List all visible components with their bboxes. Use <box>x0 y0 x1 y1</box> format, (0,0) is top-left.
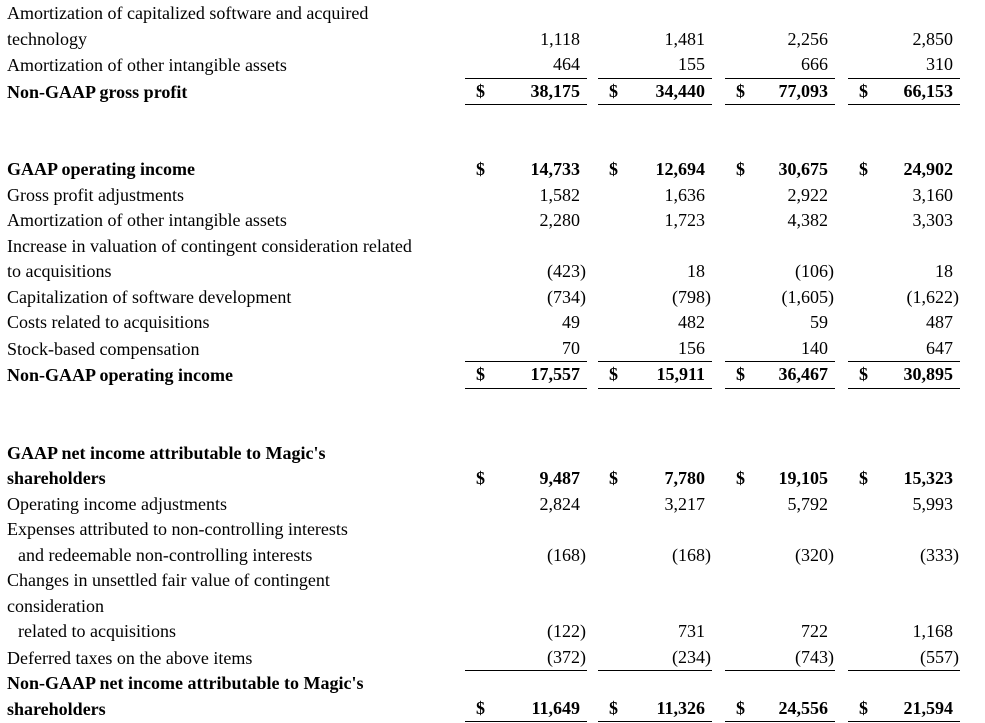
cell-value: 1,118 <box>540 28 580 49</box>
dollar-sign: $ <box>609 80 618 101</box>
value-cell <box>465 157 587 183</box>
cell-value: (333) <box>920 544 959 565</box>
cell-value: 30,675 <box>778 159 828 179</box>
dollar-sign: $ <box>609 697 618 718</box>
cell-value: 19,105 <box>778 468 828 488</box>
row-label-line: technology <box>7 28 87 49</box>
value-cell <box>848 27 960 53</box>
dollar-sign: $ <box>859 80 868 101</box>
row-label-line: Costs related to acquisitions <box>7 312 210 332</box>
table-row <box>0 1 985 52</box>
value-cell <box>848 362 960 389</box>
row-label-line: Expenses attributed to non-controlling interests <box>7 519 348 539</box>
row-label <box>0 363 465 389</box>
value-cell <box>848 259 960 285</box>
row-label-line: Deferred taxes on the above items <box>7 647 253 668</box>
row-label-line: Gross profit adjustments <box>7 184 184 205</box>
value-cell <box>465 79 587 106</box>
value-cell <box>598 183 712 209</box>
cell-value: 11,649 <box>531 697 580 718</box>
value-cell <box>465 52 587 79</box>
value-cell <box>598 362 712 389</box>
cell-value: 1,723 <box>664 210 705 230</box>
dollar-sign: $ <box>476 468 485 488</box>
cell-value: 1,582 <box>539 184 580 205</box>
cell-value: 140 <box>801 337 828 358</box>
value-cell <box>725 79 835 106</box>
dollar-sign: $ <box>736 468 745 488</box>
value-cell <box>465 27 587 53</box>
cell-value: (122) <box>547 621 586 641</box>
cell-value: (557) <box>920 646 959 667</box>
value-cell <box>848 696 960 723</box>
cell-value: 310 <box>926 54 953 74</box>
value-cell <box>725 52 835 79</box>
value-cell <box>465 208 587 234</box>
cell-value: 731 <box>678 621 705 641</box>
dollar-sign: $ <box>859 468 868 488</box>
cell-value: 3,160 <box>912 184 953 205</box>
row-label <box>0 568 465 645</box>
value-cell <box>598 336 712 363</box>
row-label-line: Increase in valuation of contingent consideration related <box>7 235 412 256</box>
value-cell <box>465 696 587 723</box>
value-cell <box>465 285 587 311</box>
value-cell <box>465 183 587 209</box>
dollar-sign: $ <box>736 80 745 101</box>
row-label <box>0 183 465 209</box>
row-label <box>0 1 465 52</box>
value-cell <box>848 543 960 569</box>
value-cell <box>848 336 960 363</box>
value-cell <box>725 208 835 234</box>
row-label <box>0 517 465 568</box>
cell-value: 3,217 <box>664 493 705 514</box>
table-row <box>0 492 985 518</box>
cell-value: 487 <box>926 312 953 332</box>
cell-value: 464 <box>553 54 580 74</box>
cell-value: (798) <box>672 286 711 307</box>
value-cell <box>848 208 960 234</box>
dollar-sign: $ <box>859 364 868 384</box>
value-cell <box>725 259 835 285</box>
row-label <box>0 310 465 336</box>
row-label <box>0 441 465 492</box>
cell-value: 70 <box>562 337 580 358</box>
cell-value: 4,382 <box>787 210 828 230</box>
cell-value: 36,467 <box>778 364 828 384</box>
cell-value: 17,557 <box>530 364 580 384</box>
cell-value: 38,175 <box>530 80 580 101</box>
table-row <box>0 362 985 389</box>
cell-value: 2,280 <box>539 210 580 230</box>
row-label-line: to acquisitions <box>7 261 112 281</box>
value-cell <box>725 336 835 363</box>
row-label <box>0 80 465 106</box>
cell-value: 21,594 <box>903 697 953 718</box>
cell-value: 2,922 <box>787 184 828 205</box>
cell-value: 1,481 <box>664 28 705 49</box>
cell-value: 14,733 <box>530 159 580 179</box>
value-cell <box>725 492 835 518</box>
value-cell <box>465 645 587 672</box>
cell-value: 156 <box>678 337 705 358</box>
row-label-line: Non-GAAP net income attributable to Magic's <box>7 673 364 693</box>
dollar-sign: $ <box>736 364 745 384</box>
value-cell <box>465 259 587 285</box>
table-row <box>0 671 985 722</box>
cell-value: 2,256 <box>787 28 828 49</box>
cell-value: 5,792 <box>787 493 828 514</box>
value-cell <box>725 543 835 569</box>
table-row <box>0 157 985 183</box>
row-label-line: Operating income adjustments <box>7 493 227 514</box>
value-cell <box>598 27 712 53</box>
value-cell <box>598 208 712 234</box>
cell-value: (106) <box>795 261 834 281</box>
cell-value: 66,153 <box>903 80 953 101</box>
row-label-line: Amortization of other intangible assets <box>7 55 287 75</box>
value-cell <box>598 79 712 106</box>
value-cell <box>848 310 960 336</box>
value-cell <box>465 466 587 492</box>
row-label-line: GAAP operating income <box>7 159 195 179</box>
cell-value: 15,323 <box>903 468 953 488</box>
cell-value: 2,850 <box>912 28 953 49</box>
value-cell <box>848 52 960 79</box>
dollar-sign: $ <box>609 159 618 179</box>
cell-value: 18 <box>935 261 953 281</box>
value-cell <box>725 285 835 311</box>
cell-value: (168) <box>672 544 711 565</box>
cell-value: 77,093 <box>778 80 828 101</box>
value-cell <box>848 285 960 311</box>
value-cell <box>598 619 712 645</box>
table-row <box>0 441 985 492</box>
value-cell <box>725 466 835 492</box>
section-gap <box>0 389 985 441</box>
cell-value: 59 <box>810 312 828 332</box>
row-label-line: GAAP net income attributable to Magic's <box>7 442 326 463</box>
dollar-sign: $ <box>859 159 868 179</box>
value-cell <box>848 645 960 672</box>
value-cell <box>848 492 960 518</box>
table-row <box>0 568 985 645</box>
table-row <box>0 183 985 209</box>
section-gap <box>0 105 985 157</box>
row-label-line: Non-GAAP operating income <box>7 365 233 385</box>
row-label <box>0 285 465 311</box>
value-cell <box>465 619 587 645</box>
value-cell <box>848 466 960 492</box>
cell-value: 11,326 <box>656 697 705 718</box>
row-label <box>0 53 465 79</box>
cell-value: 24,556 <box>778 697 828 718</box>
value-cell <box>598 492 712 518</box>
row-label <box>0 208 465 234</box>
value-cell <box>725 183 835 209</box>
cell-value: (734) <box>547 286 586 307</box>
row-label-line: Amortization of other intangible assets <box>7 210 287 230</box>
table-row <box>0 310 985 336</box>
value-cell <box>598 696 712 723</box>
cell-value: 49 <box>562 312 580 332</box>
value-cell <box>725 27 835 53</box>
cell-value: 666 <box>801 54 828 74</box>
cell-value: 18 <box>687 261 705 281</box>
cell-value: (423) <box>547 261 586 281</box>
row-label-line: shareholders <box>7 698 106 719</box>
value-cell <box>465 492 587 518</box>
cell-value: 1,168 <box>912 621 953 641</box>
value-cell <box>598 285 712 311</box>
dollar-sign: $ <box>609 364 618 384</box>
value-cell <box>725 362 835 389</box>
value-cell <box>725 645 835 672</box>
value-cell <box>465 310 587 336</box>
cell-value: (234) <box>672 646 711 667</box>
cell-value: 15,911 <box>656 364 705 384</box>
table-row <box>0 52 985 79</box>
value-cell <box>725 619 835 645</box>
row-label <box>0 337 465 363</box>
cell-value: 155 <box>678 54 705 74</box>
row-label-line: Non-GAAP gross profit <box>7 81 188 102</box>
value-cell <box>465 362 587 389</box>
value-cell <box>848 157 960 183</box>
cell-value: 24,902 <box>903 159 953 179</box>
dollar-sign: $ <box>476 697 485 718</box>
table-row <box>0 208 985 234</box>
dollar-sign: $ <box>736 159 745 179</box>
value-cell <box>598 543 712 569</box>
dollar-sign: $ <box>609 468 618 488</box>
value-cell <box>848 619 960 645</box>
value-cell <box>465 336 587 363</box>
dollar-sign: $ <box>476 159 485 179</box>
row-label-line: related to acquisitions <box>18 621 176 641</box>
row-label-line: and redeemable non-controlling interests <box>18 544 313 565</box>
dollar-sign: $ <box>476 80 485 101</box>
value-cell <box>725 696 835 723</box>
row-label-line: Capitalization of software development <box>7 286 292 307</box>
value-cell <box>725 310 835 336</box>
value-cell <box>848 79 960 106</box>
value-cell <box>465 543 587 569</box>
cell-value: 2,824 <box>539 493 580 514</box>
row-label-line: Stock-based compensation <box>7 338 200 359</box>
dollar-sign: $ <box>859 697 868 718</box>
table-row <box>0 285 985 311</box>
row-label-line: Changes in unsettled fair value of contingent <box>7 570 330 590</box>
value-cell <box>598 157 712 183</box>
value-cell <box>598 52 712 79</box>
dollar-sign: $ <box>736 697 745 718</box>
cell-value: 3,303 <box>912 210 953 230</box>
cell-value: 5,993 <box>912 493 953 514</box>
cell-value: (372) <box>547 646 586 667</box>
value-cell <box>598 310 712 336</box>
table-row <box>0 336 985 363</box>
table-row <box>0 79 985 106</box>
row-label <box>0 492 465 518</box>
dollar-sign: $ <box>476 364 485 384</box>
row-label <box>0 234 465 285</box>
row-label-line: consideration <box>7 595 104 616</box>
cell-value: 9,487 <box>539 468 580 488</box>
cell-value: 1,636 <box>664 184 705 205</box>
value-cell <box>598 645 712 672</box>
row-label <box>0 157 465 183</box>
value-cell <box>598 466 712 492</box>
cell-value: 7,780 <box>664 468 705 488</box>
row-label <box>0 646 465 672</box>
cell-value: 722 <box>801 621 828 641</box>
cell-value: 30,895 <box>903 364 953 384</box>
cell-value: 647 <box>926 337 953 358</box>
cell-value: (320) <box>795 544 834 565</box>
row-label-line: Amortization of capitalized software and acquired <box>7 3 369 23</box>
cell-value: (168) <box>547 544 586 565</box>
cell-value: (1,622) <box>906 286 959 307</box>
cell-value: 482 <box>678 312 705 332</box>
table-row <box>0 517 985 568</box>
row-label <box>0 671 465 722</box>
cell-value: (743) <box>795 646 834 667</box>
cell-value: (1,605) <box>781 286 834 307</box>
cell-value: 12,694 <box>655 159 705 179</box>
row-label-line: shareholders <box>7 468 106 488</box>
value-cell <box>848 183 960 209</box>
cell-value: 34,440 <box>655 80 705 101</box>
table-row <box>0 645 985 672</box>
value-cell <box>725 157 835 183</box>
value-cell <box>598 259 712 285</box>
table-row <box>0 234 985 285</box>
